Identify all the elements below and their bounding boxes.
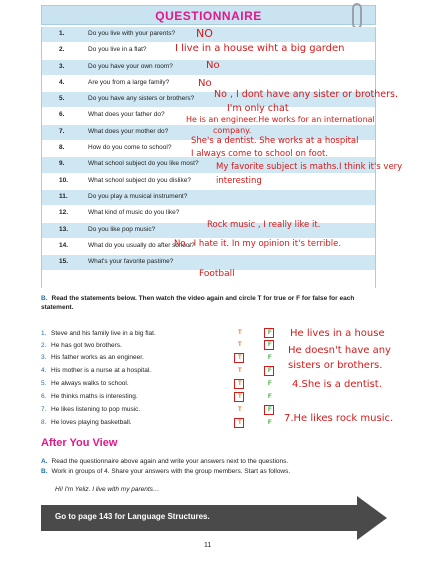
question-number: 5.	[59, 95, 65, 103]
question-text: What does your mother do?	[88, 127, 169, 135]
after-view-a: A. Read the questionnaire above again and write your answers next to the questions.	[41, 458, 289, 465]
page-number: 11	[204, 542, 212, 549]
question-number: 12.	[59, 209, 69, 217]
circle-mark	[234, 379, 244, 389]
false-option[interactable]: F	[268, 330, 272, 336]
question-number: 11.	[59, 192, 68, 200]
question-text: Do you like pop music?	[88, 225, 156, 233]
question-text: What do you usually do after school?	[88, 241, 195, 249]
answer-13: No , I hate it. In my opinion it's terrible.	[174, 239, 342, 249]
question-text: Do you have any sisters or brothers?	[88, 95, 195, 103]
question-number: 14.	[59, 241, 69, 249]
question-number: 1.	[59, 30, 65, 37]
answer-12: Rock music , I really like it.	[207, 220, 321, 230]
question-text: What's your favorite pastime?	[88, 258, 174, 266]
question-text: What does your father do?	[88, 111, 165, 119]
question-text: How do you come to school?	[88, 144, 172, 152]
answer-5-line-2: I'm only chat	[227, 103, 289, 114]
answer-3: No	[206, 60, 220, 71]
answer-9-line-2: interesting	[216, 176, 262, 186]
note-7: 7.He likes rock music.	[284, 413, 394, 424]
question-number: 7.	[59, 127, 65, 135]
statement-row: 8. He loves playing basketball.	[41, 419, 132, 426]
note-1: He lives in a house	[290, 328, 385, 339]
question-text: Are you from a large family?	[88, 78, 170, 86]
statement-row: 6. He thinks maths is interesting.	[41, 393, 138, 400]
answer-9: My favorite subject is maths.I think it's very	[216, 162, 403, 172]
false-option[interactable]: F	[268, 368, 272, 374]
statement-row: 4. His mother is a nurse at a hospital.	[41, 367, 152, 374]
question-number: 8.	[59, 144, 65, 152]
question-number: 15.	[59, 258, 69, 266]
answer-8: I always come to school on foot.	[191, 149, 329, 159]
true-option[interactable]: T	[238, 368, 242, 374]
section-b-instruction	[41, 295, 381, 313]
note-2: He doesn't have any	[288, 345, 391, 356]
false-option[interactable]: F	[268, 381, 272, 387]
question-number: 13.	[59, 225, 69, 233]
questionnaire-title: QUESTIONNAIRE	[155, 9, 262, 23]
false-option[interactable]: F	[268, 407, 272, 413]
true-option[interactable]: T	[238, 342, 242, 348]
question-number: 4.	[59, 78, 65, 86]
question-text: Do you live in a flat?	[88, 46, 147, 54]
circle-mark	[264, 328, 274, 338]
question-text: What school subject do you dislike?	[88, 176, 191, 184]
go-to-page-text: Go to page 143 for Language Structures.	[55, 512, 210, 521]
arrow-right-icon	[357, 496, 387, 540]
example-sentence: Hi! I'm Yeliz. I live with my parents…	[55, 486, 160, 493]
false-option[interactable]: F	[268, 394, 272, 400]
circle-mark	[234, 353, 244, 363]
true-option[interactable]: T	[238, 330, 242, 336]
true-option[interactable]: T	[238, 420, 242, 426]
circle-mark	[264, 405, 274, 415]
statement-row: 2. He has got two brothers.	[41, 342, 122, 349]
questionnaire-header	[41, 5, 376, 25]
answer-2: I live in a house wiht a big garden	[175, 43, 345, 54]
false-option[interactable]: F	[268, 355, 272, 361]
question-number: 2.	[59, 46, 65, 54]
circle-mark	[234, 392, 244, 402]
question-text: Do you play a musical instrument?	[88, 192, 188, 200]
note-4: 4.She is a dentist.	[292, 379, 382, 390]
false-option[interactable]: F	[268, 342, 272, 348]
section-b-text: Read the statements below. Then watch the video again and circle T for true or F for false for each statement.	[41, 295, 355, 311]
statement-row: 3. His father works as an engineer.	[41, 354, 144, 361]
statement-row: 1. Steve and his family live in a big flat.	[41, 330, 156, 337]
true-option[interactable]: T	[238, 355, 242, 361]
circle-mark	[234, 418, 244, 428]
answer-5: No , I dont have any sister or brothers.	[214, 89, 398, 100]
true-option[interactable]: T	[238, 407, 242, 413]
question-text: Do you live with your parents?	[88, 30, 176, 37]
question-number: 6.	[59, 111, 65, 119]
paperclip-icon	[352, 3, 362, 29]
after-view-b: B. Work in groups of 4. Share your answers with the group members. Start as follows.	[41, 468, 291, 475]
answer-1: NO	[196, 27, 213, 40]
question-text: What kind of music do you like?	[88, 209, 180, 217]
table-row	[41, 174, 376, 190]
circle-mark	[264, 340, 274, 350]
true-option[interactable]: T	[238, 394, 242, 400]
question-text: Do you have your own room?	[88, 62, 173, 70]
note-3: sisters or brothers.	[288, 360, 383, 371]
false-option[interactable]: F	[268, 420, 272, 426]
question-number: 3.	[59, 62, 65, 70]
question-number: 9.	[59, 160, 65, 168]
circle-mark	[264, 366, 274, 376]
answer-6: He is an engineer.He works for an international	[186, 115, 375, 124]
question-number: 10.	[59, 176, 69, 184]
question-text: What school subject do you like most?	[88, 160, 199, 168]
statement-row: 5. He always walks to school.	[41, 380, 129, 387]
true-option[interactable]: T	[238, 381, 242, 387]
answer-4: No	[198, 78, 212, 89]
after-you-view-heading: After You View	[41, 437, 118, 449]
table-row	[41, 190, 376, 206]
section-b-label: B.	[41, 295, 48, 302]
answer-15: Football	[199, 269, 235, 279]
statement-row: 7. He likes listening to pop music.	[41, 406, 141, 413]
answer-6-line-2: company.	[213, 126, 252, 135]
answer-7: She's a dentist. She works at a hospital	[191, 136, 359, 146]
